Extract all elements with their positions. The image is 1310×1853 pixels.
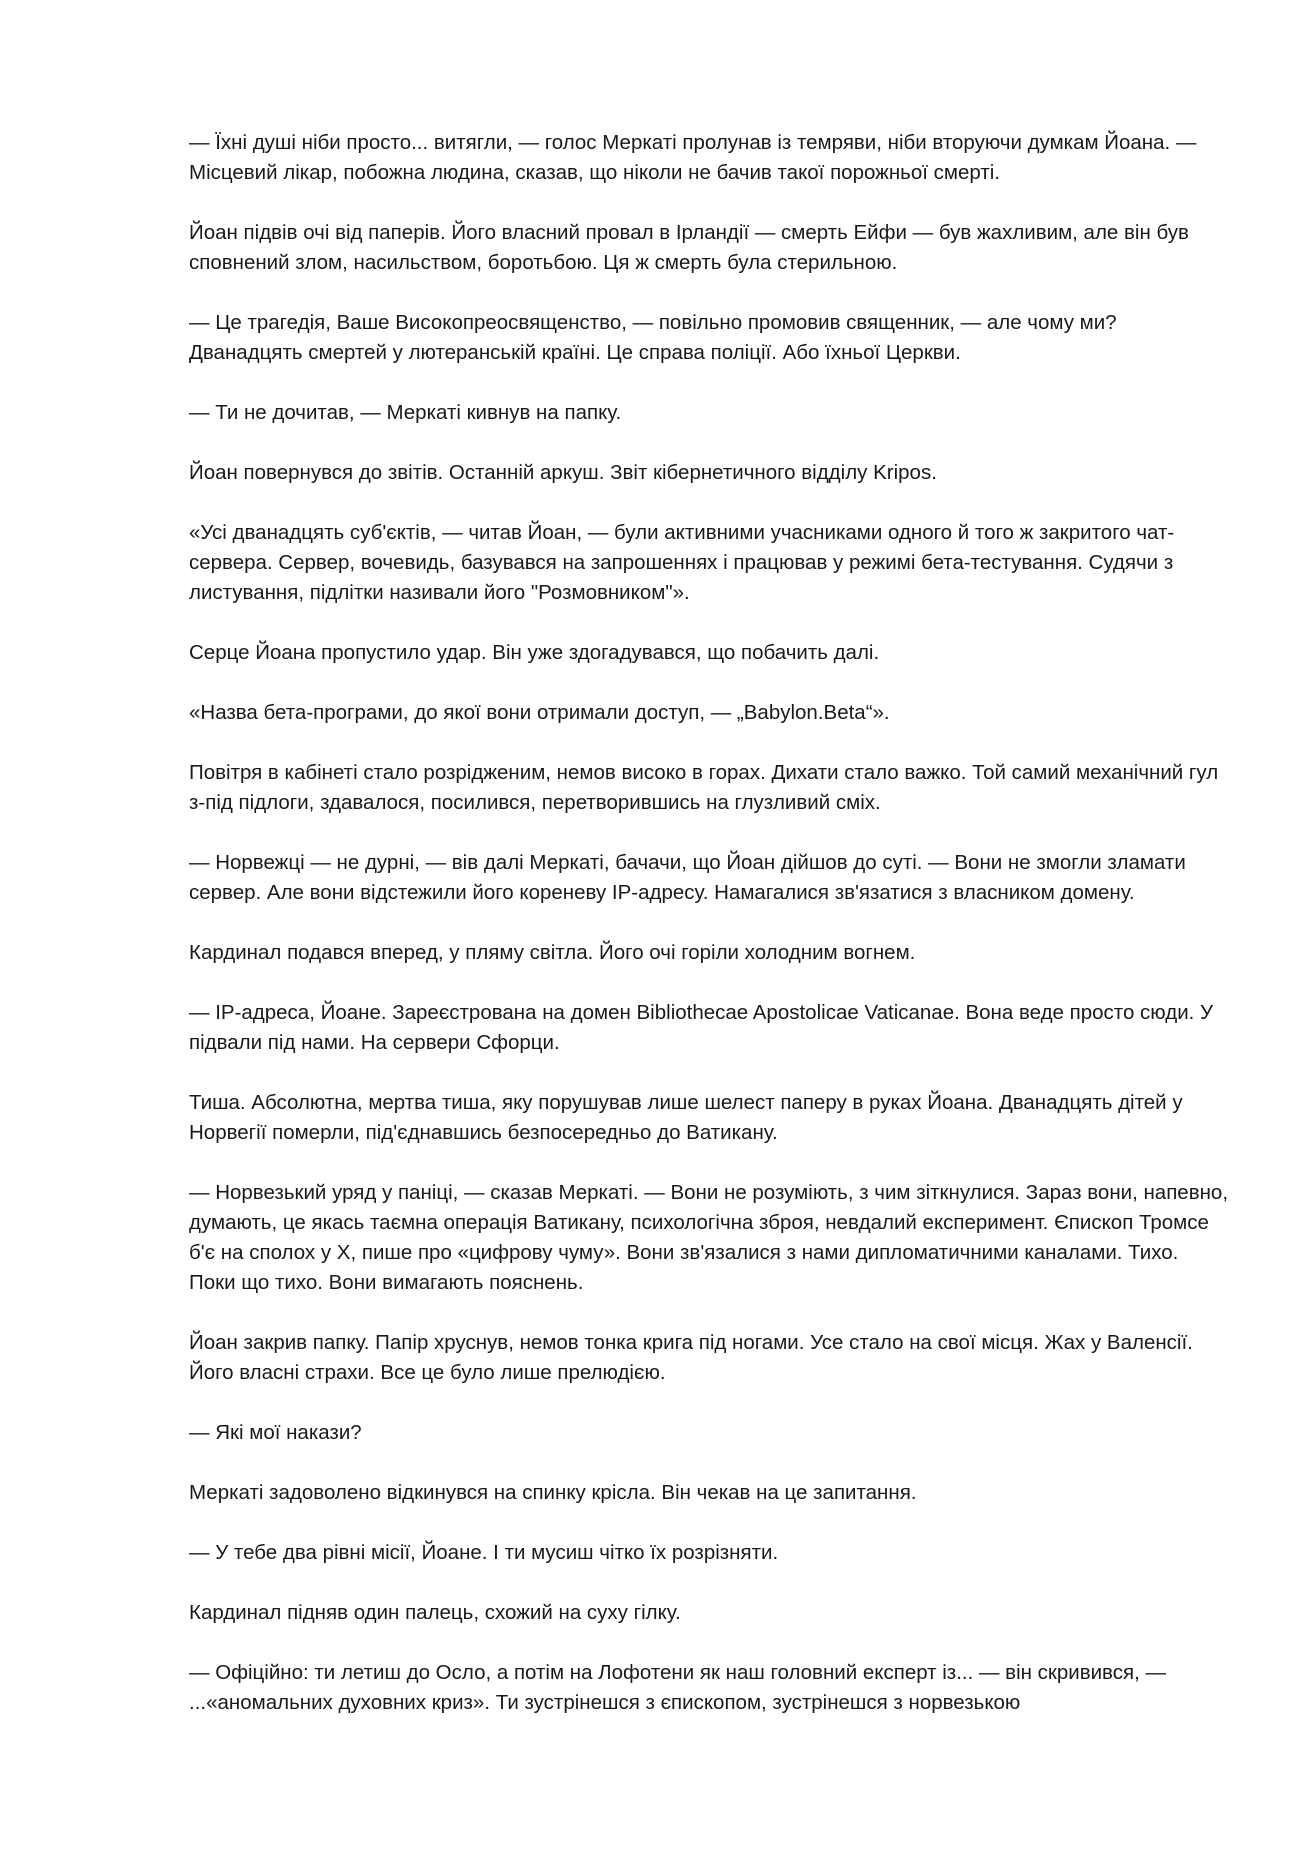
paragraph-20: — Офіційно: ти летиш до Осло, а потім на Лофотени як наш головний експерт із... — він скривився, — ...«аномальних духовних криз». Ти зустрінешся з єпископом, зустрінешся з норвезькою: [189, 1661, 1166, 1714]
paragraph-11: Кардинал подався вперед, у пляму світла. Його очі горіли холодним вогнем.: [189, 941, 916, 964]
paragraph-7: Серце Йоана пропустило удар. Він уже здогадувався, що побачить далі.: [189, 641, 880, 664]
paragraph-5: Йоан повернувся до звітів. Останній аркуш. Звіт кібернетичного відділу Kripos.: [189, 461, 937, 484]
paragraph-4: — Ти не дочитав, — Меркаті кивнув на папку.: [189, 401, 622, 424]
paragraph-12: — IP-адреса, Йоане. Зареєстрована на домен Bibliothecae Apostolicae Vaticanae. Вона веде просто сюди. У підвали під нами. На сервери Сфорци.: [189, 1001, 1214, 1054]
paragraph-9: Повітря в кабінеті стало розрідженим, немов високо в горах. Дихати стало важко. Той самий механічний гул з-під підлоги, здавалося, посилився, перетворившись на глузливий сміх.: [189, 761, 1219, 814]
paragraph-13: Тиша. Абсолютна, мертва тиша, яку порушував лише шелест паперу в руках Йоана. Дванадцять дітей у Норвегії померли, під'єднавшись безпосередньо до Ватикану.: [189, 1091, 1183, 1144]
paragraph-2: Йоан підвів очі від паперів. Його власний провал в Ірландії — смерть Ейфи — був жахливим, але він був сповнений злом, насильством, боротьбою. Ця ж смерть була стерильною.: [189, 221, 1189, 274]
paragraph-8: «Назва бета-програми, до якої вони отримали доступ, — „Babylon.Beta“».: [189, 701, 890, 724]
paragraph-16: — Які мої накази?: [189, 1421, 362, 1444]
paragraph-17: Меркаті задоволено відкинувся на спинку крісла. Він чекав на це запитання.: [189, 1481, 917, 1504]
paragraph-18: — У тебе два рівні місії, Йоане. І ти мусиш чітко їх розрізняти.: [189, 1541, 779, 1564]
paragraph-14: — Норвезький уряд у паніці, — сказав Меркаті. — Вони не розуміють, з чим зіткнулися. Зараз вони, напевно, думають, це якась таємна операція Ватикану, психологічна зброя, невдалий експеримент. Єпископ Тромсе б'є на сполох у X, пише про «цифрову чуму». Вони зв'язалися з нами дипломатичними каналами. Тихо. Поки що тихо. Вони вимагають пояснень.: [189, 1181, 1229, 1294]
paragraph-15: Йоан закрив папку. Папір хруснув, немов тонка крига під ногами. Усе стало на свої місця. Жах у Валенсії. Його власні страхи. Все це було лише прелюдією.: [189, 1331, 1193, 1384]
paragraph-3: — Це трагедія, Ваше Високопреосвященство, — повільно промовив священник, — але чому ми? Дванадцять смертей у лютеранській країні. Це справа поліції. Або їхньої Церкви.: [189, 311, 1117, 364]
paragraph-1: — Їхні душі ніби просто... витягли, — голос Меркаті пролунав із темряви, ніби вторуючи думкам Йоана. — Місцевий лікар, побожна людина, сказав, що ніколи не бачив такої порожньої смерті.: [189, 131, 1197, 184]
paragraph-19: Кардинал підняв один палець, схожий на суху гілку.: [189, 1601, 681, 1624]
paragraph-10: — Норвежці — не дурні, — вів далі Меркаті, бачачи, що Йоан дійшов до суті. — Вони не змогли зламати сервер. Але вони відстежили його кореневу IP-адресу. Намагалися зв'язатися з власником домену.: [189, 851, 1186, 904]
document-body: [189, 128, 1229, 1748]
paragraph-6: «Усі дванадцять суб'єктів, — читав Йоан, — були активними учасниками одного й того ж закритого чат-сервера. Сервер, вочевидь, базувався на запрошеннях і працював у режимі бета-тестування. Судячи з листування, підлітки називали його "Розмовником"».: [189, 521, 1175, 604]
